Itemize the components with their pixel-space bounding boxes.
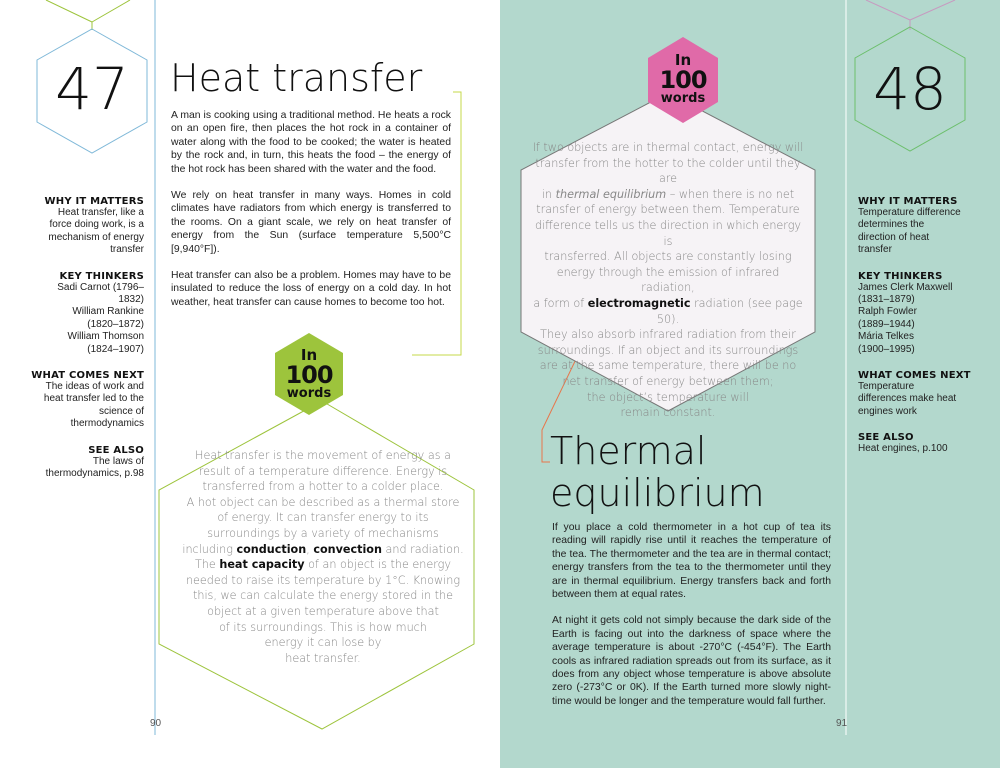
page-title: Heat transfer [170, 56, 423, 100]
key-term: conduction [236, 542, 307, 556]
sidebar-line: The laws of [92, 455, 144, 467]
summary-line [532, 390, 804, 406]
sidebar-line: transfer [110, 244, 144, 256]
sidebar-heading: WHY IT MATTERS [44, 196, 144, 207]
sidebar-line: science of [98, 405, 144, 417]
sidebar-line: 1832) [118, 294, 144, 306]
sidebar [20, 196, 144, 481]
sidebar-section [20, 196, 144, 257]
sidebar-heading: KEY THINKERS [59, 270, 144, 282]
badge-words: words [286, 386, 332, 401]
sidebar-line: Sadi Carnot (1796– [57, 281, 144, 293]
summary-line [532, 218, 804, 249]
paragraph: At night it gets cold not simply because the dark side of the Earth is facing out into the darkness of space where the average temperature is about -270°C (-454°F). The Earth cools as infrared radiation spreads out from its surface, as it does from any object whose temperature is above absolute zero (-273°C or 0K). If the Earth turned more slowly night-time would be longer and the temperature would fall further. [552, 615, 831, 707]
summary-text-run: energy it can lose by [264, 636, 382, 650]
paragraph: A man is cooking using a traditional method. He heats a rock on an open fire, then places the hot rock in a container of water along with the food to be cooked; the water is heated by the rock and, in turn, this heats the food – the energy of the hot rock has been shared with the water and the food. [171, 110, 451, 175]
summary-text-run: are at the same temperature, there will be no [539, 359, 797, 373]
paragraph: Heat transfer can also be a problem. Homes may have to be insulated to reduce the loss of energy on a cold day. In hot weather, heat transfer can cause homes to become too hot. [171, 270, 451, 308]
summary-text-run: – when there is no net [666, 187, 795, 201]
sidebar-heading: WHAT COMES NEXT [858, 370, 971, 382]
sidebar-heading: WHY IT MATTERS [858, 196, 958, 207]
summary-text-run: including [182, 542, 237, 556]
summary-line [170, 588, 476, 604]
summary-text-run: The [194, 558, 220, 572]
sidebar-line: Heat engines, p.100 [858, 443, 948, 455]
page-title [550, 430, 765, 514]
summary-text-run: transfer from the hotter to the colder until they are [535, 156, 801, 186]
summary-text-run: the object’s temperature will [587, 390, 749, 404]
badge-number: 100 [659, 66, 707, 94]
sidebar-line: Temperature difference [858, 207, 961, 218]
page-title-line: Thermal [550, 429, 707, 473]
summary-line [170, 542, 476, 558]
badge-in: In [674, 51, 692, 69]
right-page [500, 0, 1000, 768]
summary-text-run: object at a given temperature above that [207, 604, 439, 618]
summary-text-run: difference tells us the direction in which energy is [534, 218, 802, 248]
sidebar-section [858, 271, 988, 356]
sidebar-line: Mária Telkes [858, 331, 914, 343]
summary-line [532, 202, 804, 218]
summary-line [170, 635, 476, 651]
summary-text-run: Heat transfer is the movement of energy as a [195, 449, 451, 462]
summary-text-run: in [541, 187, 556, 201]
sidebar-section [858, 432, 988, 455]
summary-text-run: heat transfer. [285, 651, 361, 665]
paragraph: We rely on heat transfer in many ways. Homes in cold climates have radiators from which energy is transferred to the rooms. On a giant scale, we rely on heat transfer of energy from the Sun (surface temperature 5,500°C [9,940°F]). [171, 190, 451, 255]
sidebar-section [20, 445, 144, 481]
summary-line [532, 187, 804, 203]
summary-line [170, 573, 476, 589]
summary-text-run: , [306, 542, 314, 556]
summary-text-run: transferred. All objects are constantly losing [544, 250, 792, 264]
sidebar-line: William Rankine [72, 306, 144, 318]
summary-line [170, 510, 476, 526]
page-number: 90 [150, 718, 162, 729]
sidebar-section [858, 370, 988, 418]
summary-line [170, 620, 476, 636]
sidebar-section [20, 271, 144, 356]
sidebar-line: engines work [858, 405, 917, 417]
sidebar-section [20, 370, 144, 431]
sidebar-line: Temperature [858, 381, 915, 393]
sidebar-line: William Thomson [67, 331, 144, 343]
sidebar-heading: SEE ALSO [88, 444, 144, 456]
summary-text-run: radiation (see page 50). [656, 296, 803, 326]
summary-text-run: transferred from a hotter to a colder place. [202, 480, 444, 494]
badge-words: words [660, 91, 706, 106]
summary-line [532, 358, 804, 374]
badge-in: In [300, 346, 318, 364]
summary-text [532, 140, 804, 421]
page-title-line: equilibrium [550, 471, 765, 515]
summary-text-run: If two objects are in thermal contact, energy will [532, 141, 804, 154]
sidebar-line: The ideas of work and [45, 381, 144, 393]
sidebar-line: thermodynamics [70, 418, 144, 430]
summary-line [170, 448, 476, 464]
sidebar-line: determines the [858, 219, 925, 231]
sidebar-line: Heat transfer, like a [57, 207, 144, 218]
summary-text-run: net transfer of energy between them; [562, 374, 774, 388]
sidebar-line: heat transfer led to the [43, 393, 144, 405]
summary-text-run: transfer of energy between them. Temperature [536, 203, 800, 217]
sidebar-line: James Clerk Maxwell [858, 281, 953, 293]
paragraph: If you place a cold thermometer in a hot cup of tea its reading will rapidly rise until it reaches the temperature of the tea. The thermometer and the tea are in thermal contact; energy transfers from the tea to the thermometer until they are in thermal equilibrium. Energy transfers back and forth between them at equal rates. [552, 522, 831, 601]
sidebar-line: thermodynamics, p.98 [45, 468, 144, 480]
summary-line [532, 327, 804, 343]
summary-line [170, 526, 476, 542]
summary-text-run: thermal equilibrium [555, 187, 667, 201]
sidebar-line: (1831–1879) [858, 294, 915, 306]
sidebar-line: (1824–1907) [87, 343, 144, 355]
summary-line [170, 479, 476, 495]
summary-line [170, 557, 476, 573]
chapter-number: 47 [55, 55, 129, 123]
summary-line [170, 651, 476, 667]
summary-text-run: surroundings by a variety of mechanisms [207, 526, 439, 540]
summary-text-run: A hot object can be described as a thermal store [186, 495, 460, 509]
sidebar-line: direction of heat [858, 231, 930, 243]
sidebar-line: force doing work, is a [49, 219, 144, 231]
sidebar-heading: WHAT COMES NEXT [31, 370, 144, 382]
summary-text-run: of an object is the energy [304, 558, 451, 572]
summary-line [532, 405, 804, 421]
sidebar-line: Ralph Fowler [858, 306, 917, 318]
summary-text-run: They also absorb infrared radiation from their [540, 328, 796, 342]
summary-text-run: remain constant. [620, 406, 716, 420]
sidebar-heading: KEY THINKERS [858, 270, 943, 282]
page-number: 91 [836, 718, 848, 729]
badge-label [647, 53, 719, 106]
summary-line [170, 464, 476, 480]
summary-line [532, 156, 804, 187]
summary-line [532, 249, 804, 265]
summary-text-run: needed to raise its temperature by 1°C. Knowing [185, 573, 461, 587]
summary-text-run: surroundings. If an object and its surroundings [537, 343, 799, 357]
summary-text-run: a form of [533, 296, 588, 310]
summary-text-run: energy through the emission of infrared radiation, [556, 265, 780, 295]
summary-text-run: of energy. It can transfer energy to its [217, 511, 429, 525]
badge-number: 100 [285, 361, 333, 389]
summary-text-run: result of a temperature difference. Energy is [198, 464, 448, 478]
summary-text [170, 448, 476, 666]
key-term: convection [313, 542, 382, 556]
summary-line [170, 495, 476, 511]
sidebar-line: mechanism of energy [48, 231, 144, 243]
summary-text-run: and radiation. [381, 542, 464, 556]
key-term: heat capacity [219, 558, 305, 572]
sidebar-line: (1889–1944) [858, 318, 915, 330]
badge-label [274, 348, 344, 401]
sidebar-line: (1900–1995) [858, 343, 915, 355]
sidebar-heading: SEE ALSO [858, 432, 914, 444]
summary-line [532, 265, 804, 296]
body-text [171, 109, 451, 322]
summary-line [170, 604, 476, 620]
summary-line [532, 374, 804, 390]
chapter-number: 48 [873, 55, 947, 123]
sidebar-section [858, 196, 988, 257]
sidebar-line: differences make heat [858, 393, 957, 405]
summary-text-run: this, we can calculate the energy stored in the [192, 589, 454, 603]
summary-line [532, 296, 804, 327]
summary-text-run: of its surroundings. This is how much [219, 620, 427, 634]
sidebar [858, 196, 988, 456]
summary-line [532, 140, 804, 156]
sidebar-line: transfer [858, 244, 892, 256]
sidebar-line: (1820–1872) [87, 318, 144, 330]
body-text [552, 521, 831, 721]
summary-line [532, 343, 804, 359]
key-term: electromagnetic [587, 296, 691, 310]
